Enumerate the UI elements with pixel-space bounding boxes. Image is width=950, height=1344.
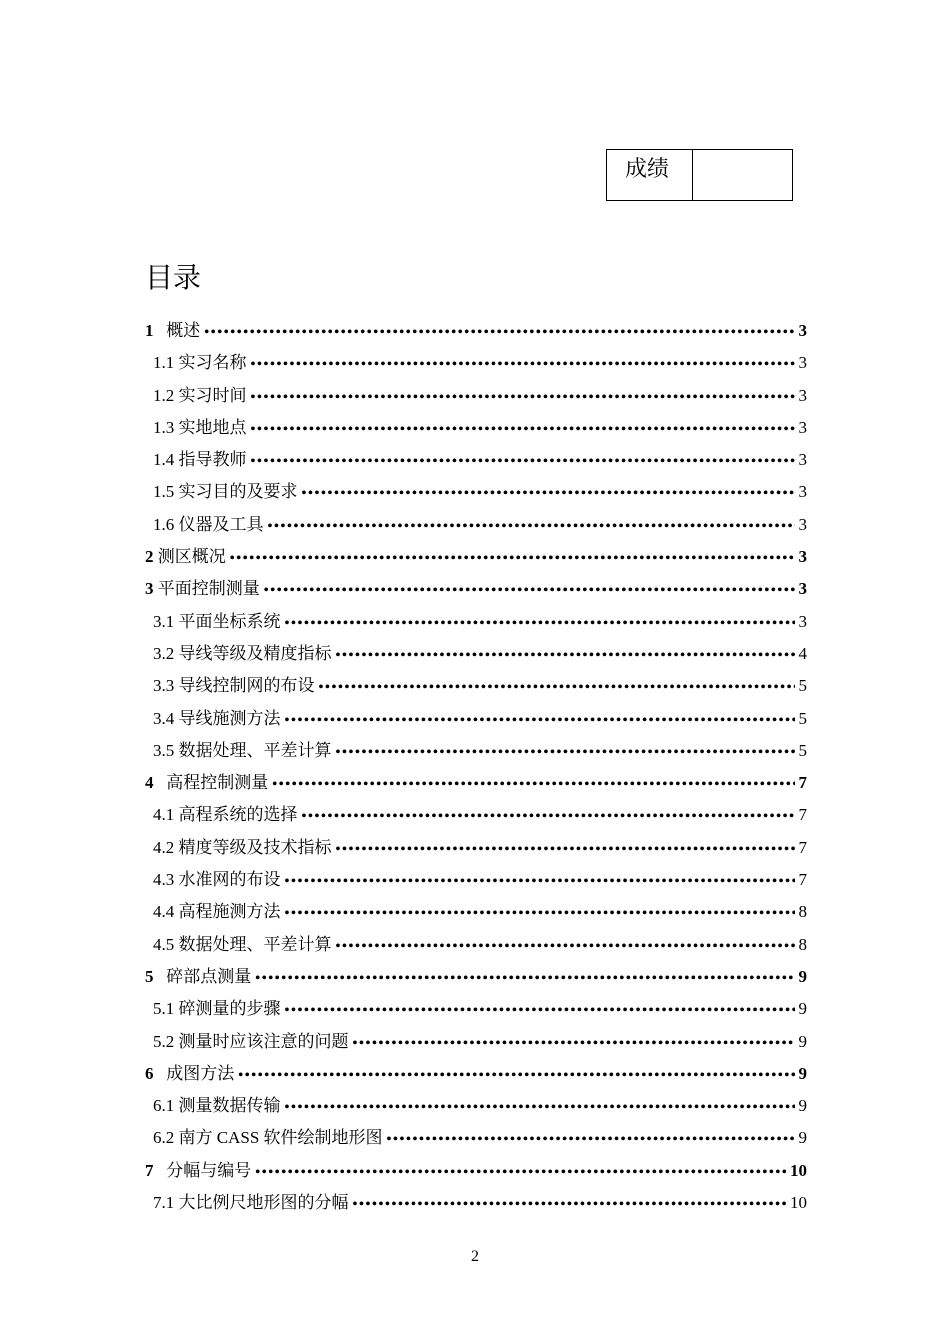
page-number: 2 <box>471 1248 479 1265</box>
toc-entry-page: 3 <box>798 417 807 437</box>
toc-entry-page: 5 <box>798 676 807 696</box>
toc-entry[interactable] <box>145 930 807 962</box>
toc-entry[interactable] <box>145 704 807 736</box>
toc-entry-number: 1.2 <box>153 385 175 405</box>
toc-entry-number: 6.1 <box>153 1096 175 1116</box>
toc-entry-page: 9 <box>798 1063 807 1083</box>
toc-entry-number: 6.2 <box>153 1128 175 1148</box>
toc-entry-page: 7 <box>798 837 807 857</box>
toc-entry-page: 10 <box>790 1193 807 1213</box>
toc-entry-number: 1.5 <box>153 482 175 502</box>
toc-dot-leader <box>353 1197 787 1213</box>
toc-dot-leader <box>204 325 794 341</box>
toc-entry-title: 碎部点测量 <box>166 966 252 986</box>
toc-entry-text <box>153 897 281 922</box>
toc-entry-text <box>153 994 281 1019</box>
toc-entry[interactable] <box>145 1059 807 1091</box>
toc-entry-number: 5.1 <box>153 999 175 1019</box>
toc-dot-leader <box>230 551 795 567</box>
toc-entry-title: 数据处理、平差计算 <box>178 934 332 954</box>
toc-entry-title: 测区概况 <box>157 547 226 567</box>
toc-dot-leader <box>285 713 795 729</box>
toc-entry[interactable] <box>145 800 807 832</box>
toc-entry[interactable] <box>145 1188 807 1220</box>
toc-entry-number: 4.3 <box>153 870 175 890</box>
toc-entry-text <box>145 962 251 987</box>
toc-entry-number: 3.5 <box>153 740 175 760</box>
toc-entry-title: 导线施测方法 <box>178 708 281 728</box>
toc-entry-number: 3.3 <box>153 676 175 696</box>
toc-entry-title: 高程系统的选择 <box>178 805 298 825</box>
toc-dot-leader <box>251 390 795 406</box>
toc-entry[interactable] <box>145 413 807 445</box>
toc-entry-page: 5 <box>798 740 807 760</box>
toc-entry[interactable] <box>145 574 807 606</box>
toc-entry-text <box>153 477 298 502</box>
toc-entry[interactable] <box>145 639 807 671</box>
toc-entry-title: 导线等级及精度指标 <box>178 643 332 663</box>
toc-entry[interactable] <box>145 1027 807 1059</box>
toc-entry-title: 实习时间 <box>178 385 247 405</box>
toc-entry[interactable] <box>145 477 807 509</box>
toc-entry-text <box>153 736 332 761</box>
toc-dot-leader <box>255 1165 786 1181</box>
toc-entry[interactable] <box>145 348 807 380</box>
toc-entry[interactable] <box>145 1123 807 1155</box>
toc-entry-number: 1 <box>145 321 154 340</box>
toc-entry-page: 3 <box>798 547 807 567</box>
toc-dot-leader <box>319 680 795 696</box>
toc-dot-leader <box>336 939 795 955</box>
toc-entry-number: 1.6 <box>153 514 175 534</box>
toc-dot-leader <box>272 777 794 793</box>
toc-entry[interactable] <box>145 316 807 348</box>
toc-dot-leader <box>238 1068 794 1084</box>
toc-entry-title: 精度等级及技术指标 <box>178 837 332 857</box>
toc-entry-page: 3 <box>798 482 807 502</box>
toc-dot-leader <box>255 971 794 987</box>
toc-entry-number: 1.1 <box>153 353 175 373</box>
toc-entry-text <box>153 930 332 955</box>
table-of-contents <box>145 316 807 1220</box>
toc-entry[interactable] <box>145 897 807 929</box>
toc-dot-leader <box>336 842 795 858</box>
toc-entry-page: 3 <box>798 385 807 405</box>
toc-entry-number: 7.1 <box>153 1193 175 1213</box>
toc-entry-title: 大比例尺地形图的分幅 <box>178 1193 349 1213</box>
toc-entry[interactable] <box>145 510 807 542</box>
toc-dot-leader <box>285 906 795 922</box>
toc-entry-number: 3.4 <box>153 708 175 728</box>
toc-dot-leader <box>251 454 795 470</box>
toc-title: 目录 <box>145 261 202 294</box>
toc-entry-text <box>153 510 264 535</box>
toc-entry-page: 9 <box>798 999 807 1019</box>
toc-entry-page: 9 <box>798 1096 807 1116</box>
toc-entry[interactable] <box>145 445 807 477</box>
toc-entry-page: 10 <box>790 1160 807 1180</box>
toc-entry-text <box>153 800 298 825</box>
toc-entry[interactable] <box>145 833 807 865</box>
toc-entry-title: 仪器及工具 <box>178 514 264 534</box>
toc-dot-leader <box>268 519 795 535</box>
toc-entry-page: 7 <box>798 870 807 890</box>
toc-entry-number: 4.4 <box>153 902 175 922</box>
toc-dot-leader <box>285 1100 795 1116</box>
toc-entry-text <box>153 671 315 696</box>
toc-dot-leader <box>387 1132 795 1148</box>
toc-entry-text <box>153 1027 349 1052</box>
toc-entry-number: 4.1 <box>153 805 175 825</box>
toc-entry-title: 实习名称 <box>178 353 247 373</box>
toc-entry-text <box>153 865 281 890</box>
toc-dot-leader <box>302 486 795 502</box>
toc-entry-page: 3 <box>798 611 807 631</box>
toc-entry[interactable] <box>145 607 807 639</box>
toc-entry-number: 2 <box>145 547 154 567</box>
toc-entry-number: 3.1 <box>153 611 175 631</box>
toc-entry-number: 3 <box>145 579 154 599</box>
toc-entry-text <box>153 1188 349 1213</box>
toc-entry-text <box>153 413 247 438</box>
toc-entry-page: 5 <box>798 708 807 728</box>
score-value <box>693 150 792 200</box>
toc-dot-leader <box>251 422 795 438</box>
toc-entry-page: 7 <box>798 805 807 825</box>
toc-entry-text <box>145 542 226 567</box>
toc-entry-number: 6 <box>145 1063 154 1083</box>
toc-entry-title: 碎测量的步骤 <box>178 999 281 1019</box>
score-label: 成绩 <box>607 150 693 200</box>
toc-entry-title: 高程施测方法 <box>178 902 281 922</box>
toc-entry-text <box>153 607 281 632</box>
toc-entry-title: 平面控制测量 <box>157 579 260 599</box>
toc-entry[interactable] <box>145 1156 807 1188</box>
toc-entry-text <box>153 445 247 470</box>
toc-entry[interactable] <box>145 994 807 1026</box>
toc-entry-text <box>145 1059 234 1084</box>
toc-entry-text <box>145 316 200 341</box>
toc-entry-page: 4 <box>798 643 807 663</box>
toc-entry-number: 1.4 <box>153 450 175 470</box>
toc-entry-page: 3 <box>798 514 807 534</box>
toc-entry-title: 实地地点 <box>178 417 247 437</box>
toc-entry-page: 7 <box>798 773 807 793</box>
toc-entry-text <box>145 574 260 599</box>
toc-entry[interactable] <box>145 671 807 703</box>
toc-entry[interactable] <box>145 736 807 768</box>
toc-entry-text <box>145 768 268 793</box>
toc-entry[interactable] <box>145 962 807 994</box>
toc-entry-page: 9 <box>798 966 807 986</box>
toc-entry-page: 9 <box>798 1128 807 1148</box>
toc-dot-leader <box>285 874 795 890</box>
toc-entry-page: 3 <box>798 450 807 470</box>
toc-entry-title: 概述 <box>166 321 201 340</box>
toc-entry-title: 指导教师 <box>178 450 247 470</box>
toc-entry-number: 5.2 <box>153 1031 175 1051</box>
toc-dot-leader <box>353 1036 795 1052</box>
toc-dot-leader <box>285 616 795 632</box>
toc-entry-number: 4.5 <box>153 934 175 954</box>
toc-entry-text <box>153 833 332 858</box>
toc-dot-leader <box>251 357 795 373</box>
toc-entry-page: 9 <box>798 1031 807 1051</box>
toc-dot-leader <box>264 583 795 599</box>
toc-entry-title: 导线控制网的布设 <box>178 676 315 696</box>
toc-entry[interactable] <box>145 865 807 897</box>
toc-entry[interactable] <box>145 768 807 800</box>
toc-entry-text <box>153 1091 281 1116</box>
toc-entry-title: 成图方法 <box>166 1063 235 1083</box>
toc-entry-text <box>153 639 332 664</box>
toc-entry-page: 3 <box>798 579 807 599</box>
toc-entry-number: 3.2 <box>153 643 175 663</box>
toc-entry-title: 高程控制测量 <box>166 773 269 793</box>
toc-dot-leader <box>336 745 795 761</box>
toc-entry-title: 测量数据传输 <box>178 1096 281 1116</box>
toc-entry-title: 平面坐标系统 <box>178 611 281 631</box>
toc-dot-leader <box>336 648 795 664</box>
toc-entry-title: 水准网的布设 <box>178 870 281 890</box>
toc-dot-leader <box>302 809 795 825</box>
toc-entry[interactable] <box>145 381 807 413</box>
score-table <box>606 149 793 201</box>
toc-entry-title: 实习目的及要求 <box>178 482 298 502</box>
toc-entry-title: 南方 CASS 软件绘制地形图 <box>178 1128 383 1148</box>
toc-entry-text <box>153 348 247 373</box>
toc-entry-text <box>153 704 281 729</box>
toc-entry-number: 1.3 <box>153 417 175 437</box>
toc-entry-number: 5 <box>145 966 154 986</box>
toc-entry-page: 3 <box>798 353 807 373</box>
toc-entry-number: 7 <box>145 1160 154 1180</box>
toc-dot-leader <box>285 1003 795 1019</box>
toc-entry-title: 测量时应该注意的问题 <box>178 1031 349 1051</box>
toc-entry-text <box>153 1123 383 1148</box>
toc-entry-text <box>145 1156 251 1181</box>
toc-entry-title: 数据处理、平差计算 <box>178 740 332 760</box>
toc-entry[interactable] <box>145 1091 807 1123</box>
toc-entry-page: 8 <box>798 902 807 922</box>
toc-entry-number: 4.2 <box>153 837 175 857</box>
toc-entry-page: 3 <box>798 321 807 340</box>
toc-entry-page: 8 <box>798 934 807 954</box>
toc-entry-number: 4 <box>145 773 154 793</box>
toc-entry-text <box>153 381 247 406</box>
toc-entry[interactable] <box>145 542 807 574</box>
toc-entry-title: 分幅与编号 <box>166 1160 252 1180</box>
